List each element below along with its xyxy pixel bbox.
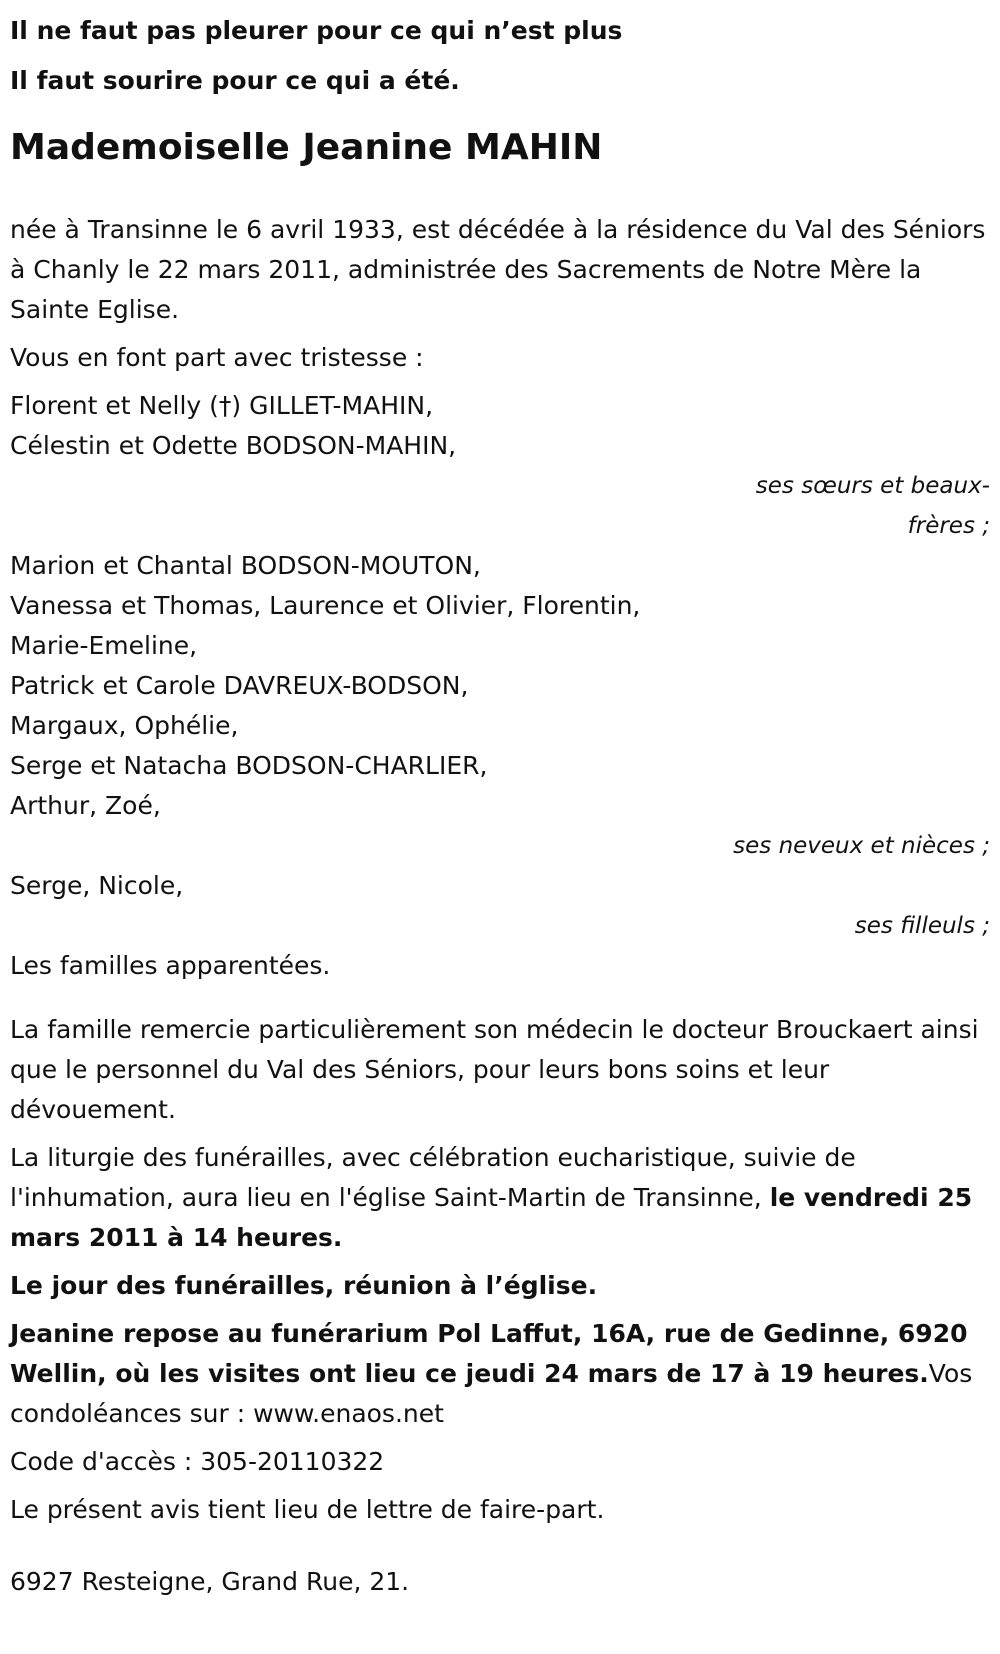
family-member-line: Marie-Emeline, xyxy=(10,631,198,660)
family-member-line: Margaux, Ophélie, xyxy=(10,711,239,740)
funerarium-details: Jeanine repose au funérarium Pol Laffut, 16A, rue de Gedinne, 6920 Wellin, où les visites ont lieu ce jeudi 24 mars de 17 à 19 heures. xyxy=(10,1319,968,1388)
nephews-group xyxy=(10,546,990,866)
thanks-paragraph: La famille remercie particulièrement son médecin le docteur Brouckaert ainsi que le personnel du Val des Séniors, pour leurs bons soins et leur dévouement. xyxy=(10,1015,979,1124)
family-member-line: Serge, Nicole, xyxy=(10,871,184,900)
relationship-label: ses sœurs et beaux-frères ; xyxy=(755,473,990,539)
relationship-label: ses filleuls ; xyxy=(854,913,990,939)
address: 6927 Resteigne, Grand Rue, 21. xyxy=(10,1567,410,1596)
funerarium-paragraph xyxy=(10,1314,990,1434)
family-member-line: Marion et Chantal BODSON-MOUTON, xyxy=(10,551,481,580)
family-member-line: Serge et Natacha BODSON-CHARLIER, xyxy=(10,751,488,780)
related-families: Les familles apparentées. xyxy=(10,951,331,980)
announcement-intro: Vous en font part avec tristesse : xyxy=(10,343,424,372)
siblings-group xyxy=(10,386,990,546)
condolences-text: Vos condoléances sur : www.enaos.net xyxy=(10,1359,973,1428)
epigraph-line: Il ne faut pas pleurer pour ce qui n’est plus xyxy=(10,16,623,45)
gathering-note xyxy=(10,1266,990,1306)
family-member-line: Arthur, Zoé, xyxy=(10,791,161,820)
liturgy-date: le vendredi 25 mars 2011 à 14 heures. xyxy=(10,1183,973,1252)
family-member-line: Vanessa et Thomas, Laurence et Olivier, Florentin, xyxy=(10,591,641,620)
family-member-line: Florent et Nelly (†) GILLET-MAHIN, xyxy=(10,391,434,420)
liturgy-text: La liturgie des funérailles, avec célébration eucharistique, suivie de l'inhumation, aura lieu en l'église Saint-Martin de Transinne, xyxy=(10,1143,856,1212)
access-code: Code d'accès : 305-20110322 xyxy=(10,1447,385,1476)
birth-death-paragraph: née à Transinne le 6 avril 1933, est décédée à la résidence du Val des Séniors à Chanly le 22 mars 2011, administrée des Sacrements de Notre Mère la Sainte Eglise. xyxy=(10,215,986,324)
family-member-line: Célestin et Odette BODSON-MAHIN, xyxy=(10,431,457,460)
godchildren-group xyxy=(10,866,990,946)
deceased-name-title: Mademoiselle Jeanine MAHIN xyxy=(10,127,603,168)
obituary-notice xyxy=(10,6,990,1610)
relationship-label: ses neveux et nièces ; xyxy=(733,833,990,859)
epigraph xyxy=(10,6,990,106)
notice-statement: Le présent avis tient lieu de lettre de faire-part. xyxy=(10,1495,605,1524)
liturgy-paragraph xyxy=(10,1138,990,1258)
family-member-line: Patrick et Carole DAVREUX-BODSON, xyxy=(10,671,469,700)
epigraph-line: Il faut sourire pour ce qui a été. xyxy=(10,66,460,95)
gathering-text: Le jour des funérailles, réunion à l’église. xyxy=(10,1271,598,1300)
